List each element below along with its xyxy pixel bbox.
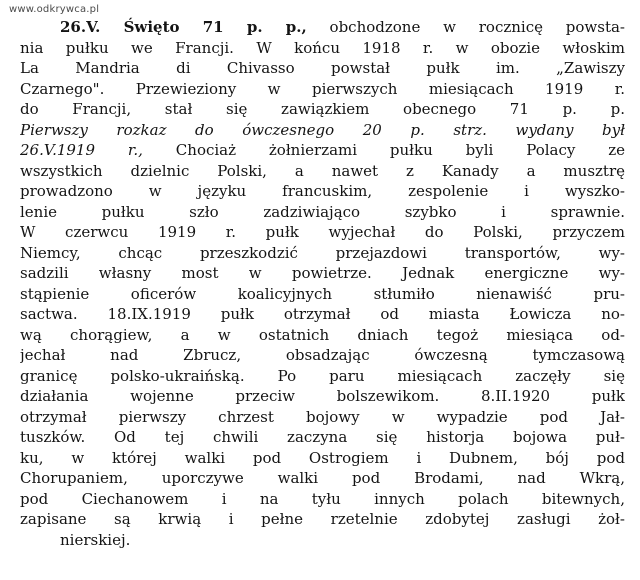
text-segment: Chociaż żołnierzami pułku byli Polacy ze bbox=[142, 141, 625, 159]
text-segment: jechał nad Zbrucz, obsadzając ówczesną tymczasową bbox=[20, 346, 625, 364]
text-segment: Czarnego". Przewieziony w pierwszych miesiącach 1919 r. bbox=[20, 79, 625, 98]
text-segment: do Francji, stał się zawiązkiem obecnego 71 p. p. bbox=[20, 100, 625, 118]
text-segment: zapisane są krwią i pełne rzetelnie zdobytej zasługi żoł- bbox=[20, 510, 625, 528]
text-segment: stąpienie oficerów koalicyjnych stłumiło nienawiść pru- bbox=[20, 284, 625, 303]
text-segment: obchodzone w rocznicę powsta- bbox=[306, 18, 625, 36]
text-line bbox=[20, 38, 625, 59]
text-line bbox=[20, 79, 625, 100]
text-line bbox=[20, 345, 625, 366]
text-line bbox=[20, 181, 625, 202]
italic-text: 26.V.1919 r., bbox=[20, 141, 143, 159]
text-line bbox=[20, 366, 625, 387]
text-segment: działania wojenne przeciw bolszewikom. 8.II.1920 pułk bbox=[20, 387, 625, 405]
text-segment: Niemcy, chcąc przeszkodzić przejazdowi transportów, wy- bbox=[20, 243, 625, 262]
text-segment: sactwa. 18.IX.1919 pułk otrzymał od miasta Łowicza no- bbox=[20, 305, 625, 323]
text-line bbox=[20, 58, 625, 79]
text-segment: prowadzono w języku francuskim, zespolenie i wyszko- bbox=[20, 182, 625, 200]
text-line bbox=[20, 304, 625, 325]
text-segment: ku, w której walki pod Ostrogiem i Dubnem, bój pod bbox=[20, 448, 625, 467]
text-line bbox=[20, 99, 625, 120]
text-line bbox=[20, 325, 625, 346]
text-line bbox=[20, 427, 625, 448]
text-segment: granicę polsko-ukraińską. Po paru miesiącach zaczęły się bbox=[20, 366, 625, 385]
text-line bbox=[20, 17, 625, 38]
paragraph-regiment-history bbox=[20, 17, 625, 550]
text-segment: wą chorągiew, a w ostatnich dniach tegoż miesiąca od- bbox=[20, 325, 625, 344]
bold-text: 26.V. Święto 71 p. p., bbox=[60, 18, 307, 36]
text-line bbox=[20, 243, 625, 264]
italic-text: Pierwszy rozkaz do ówczesnego 20 p. strz. wydany był bbox=[20, 120, 625, 139]
text-segment: tuszków. Od tej chwili zaczyna się historja bojowa puł- bbox=[20, 428, 625, 446]
text-segment: Chorupaniem, uporczywe walki pod Brodami, nad Wkrą, bbox=[20, 469, 625, 487]
text-line bbox=[20, 202, 625, 223]
text-line bbox=[20, 263, 625, 284]
text-segment: lenie pułku szło zadziwiająco szybko i sprawnie. bbox=[20, 202, 625, 221]
text-line bbox=[20, 530, 625, 551]
watermark-text: www.odkrywca.pl bbox=[9, 4, 100, 15]
text-segment: La Mandria di Chivasso powstał pułk im. „Zawiszy bbox=[20, 59, 625, 77]
text-line bbox=[20, 284, 625, 305]
text-line bbox=[20, 161, 625, 182]
text-segment: sadzili własny most w powietrze. Jednak energiczne wy- bbox=[20, 264, 625, 282]
text-line bbox=[20, 407, 625, 428]
text-line bbox=[20, 489, 625, 510]
text-segment: W czerwcu 1919 r. pułk wyjechał do Polski, przyczem bbox=[20, 223, 625, 241]
text-segment: nierskiej. bbox=[60, 530, 131, 549]
text-segment: pod Ciechanowem i na tyłu innych polach bitewnych, bbox=[20, 489, 625, 508]
text-line bbox=[20, 386, 625, 407]
text-line bbox=[20, 120, 625, 141]
text-line bbox=[20, 140, 625, 161]
text-line bbox=[20, 468, 625, 489]
text-line bbox=[20, 222, 625, 243]
text-line bbox=[20, 448, 625, 469]
text-segment: wszystkich dzielnic Polski, a nawet z Kanady a musztrę bbox=[20, 161, 625, 180]
text-line bbox=[20, 509, 625, 530]
text-segment: otrzymał pierwszy chrzest bojowy w wypadzie pod Jał- bbox=[20, 407, 625, 426]
text-segment: nia pułku we Francji. W końcu 1918 r. w obozie włoskim bbox=[20, 38, 625, 57]
